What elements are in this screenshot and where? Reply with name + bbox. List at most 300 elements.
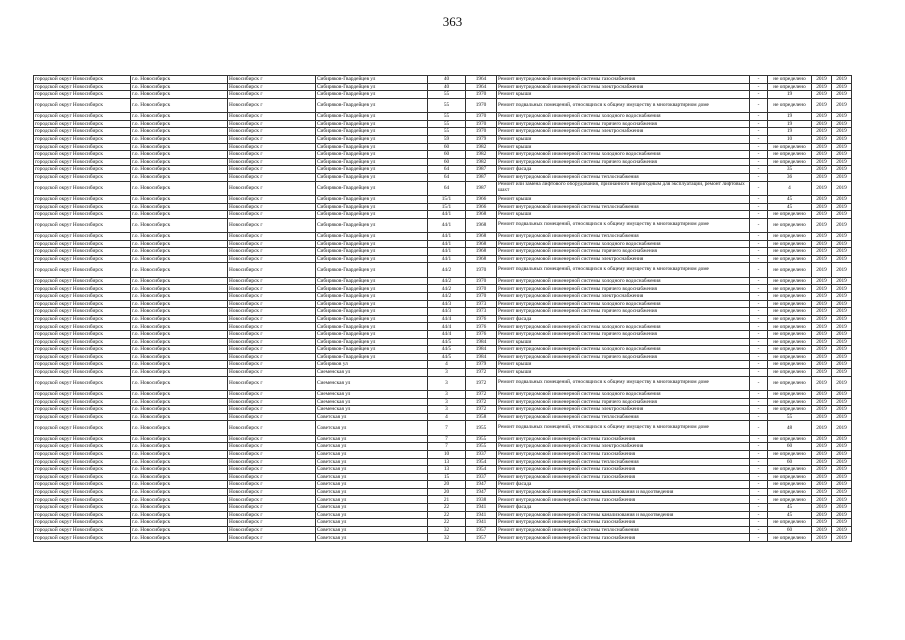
house-number-cell: 7 — [428, 435, 466, 443]
house-number-cell: 3 — [428, 406, 466, 414]
municipality-cell: городской округ Новосибирск — [34, 76, 131, 84]
cost-cell: не определено — [768, 98, 812, 112]
end-year-cell: 2019 — [832, 166, 852, 174]
municipality-cell: городской округ Новосибирск — [34, 534, 131, 542]
municipality-cell: городской округ Новосибирск — [34, 308, 131, 316]
marker-cell: - — [750, 398, 768, 406]
work-type-cell: Ремонт внутридомовой инженерной системы горячего водоснабжения — [497, 120, 750, 128]
end-year-cell: 2019 — [832, 331, 852, 339]
house-number-cell: 13 — [428, 466, 466, 474]
city-cell: Новосибирск г — [228, 277, 316, 285]
end-year-cell: 2019 — [832, 406, 852, 414]
city-cell: Новосибирск г — [228, 195, 316, 203]
work-type-cell: Ремонт внутридомовой инженерной системы электроснабжения — [497, 406, 750, 414]
build-year-cell: 1957 — [466, 526, 497, 534]
build-year-cell: 1982 — [466, 143, 497, 151]
work-type-cell: Ремонт подвальных помещений, относящихся к общему имуществу в многоквартирном доме — [497, 98, 750, 112]
build-year-cell: 1972 — [466, 390, 497, 398]
city-cell: Новосибирск г — [228, 113, 316, 121]
build-year-cell: 1973 — [466, 308, 497, 316]
table-row — [34, 233, 852, 241]
municipality-cell: городской округ Новосибирск — [34, 338, 131, 346]
street-cell: Советская ул — [316, 413, 428, 421]
start-year-cell: 2019 — [812, 263, 832, 277]
street-cell: Сибиряков-Гвардейцев ул — [316, 353, 428, 361]
city-cell: Новосибирск г — [228, 473, 316, 481]
work-type-cell: Ремонт внутридомовой инженерной системы холодного водоснабжения — [497, 390, 750, 398]
street-cell: Сибиряков-Гвардейцев ул — [316, 83, 428, 91]
cost-cell: не определено — [768, 346, 812, 354]
end-year-cell: 2019 — [832, 233, 852, 241]
cost-cell: не определено — [768, 450, 812, 458]
cost-cell: не определено — [768, 248, 812, 256]
start-year-cell: 2019 — [812, 173, 832, 181]
work-type-cell: Ремонт фасада — [497, 166, 750, 174]
city-cell: Новосибирск г — [228, 331, 316, 339]
cost-cell: не определено — [768, 406, 812, 414]
municipality-cell: городской округ Новосибирск — [34, 331, 131, 339]
municipality-cell: городской округ Новосибирск — [34, 473, 131, 481]
marker-cell: - — [750, 353, 768, 361]
settlement-cell: г.о. Новосибирск — [131, 406, 228, 414]
work-type-cell: Ремонт внутридомовой инженерной системы газоснабжения — [497, 473, 750, 481]
table-row — [34, 76, 852, 84]
start-year-cell: 2019 — [812, 466, 832, 474]
city-cell: Новосибирск г — [228, 263, 316, 277]
municipality-cell: городской округ Новосибирск — [34, 113, 131, 121]
table-row — [34, 195, 852, 203]
street-cell: Советская ул — [316, 488, 428, 496]
marker-cell: - — [750, 277, 768, 285]
cost-cell: не определено — [768, 519, 812, 527]
build-year-cell: 1968 — [466, 240, 497, 248]
city-cell: Новосибирск г — [228, 143, 316, 151]
work-type-cell: Ремонт или замена лифтового оборудования, признанного непригодным для эксплуатации, ремонт лифтовых шахт — [497, 181, 750, 195]
build-year-cell: 1968 — [466, 218, 497, 232]
marker-cell: - — [750, 361, 768, 369]
city-cell: Новосибирск г — [228, 218, 316, 232]
settlement-cell: г.о. Новосибирск — [131, 300, 228, 308]
street-cell: Советская ул — [316, 526, 428, 534]
city-cell: Новосибирск г — [228, 398, 316, 406]
street-cell: Советская ул — [316, 435, 428, 443]
cost-cell: не определено — [768, 488, 812, 496]
house-number-cell: 55 — [428, 91, 466, 99]
settlement-cell: г.о. Новосибирск — [131, 308, 228, 316]
street-cell: Сибиряков-Гвардейцев ул — [316, 158, 428, 166]
table-row — [34, 173, 852, 181]
settlement-cell: г.о. Новосибирск — [131, 435, 228, 443]
table-row — [34, 203, 852, 211]
municipality-cell: городской округ Новосибирск — [34, 195, 131, 203]
house-number-cell: 44/5 — [428, 353, 466, 361]
municipality-cell: городской округ Новосибирск — [34, 91, 131, 99]
house-number-cell: 15 — [428, 473, 466, 481]
work-type-cell: Ремонт внутридомовой инженерной системы электроснабжения — [497, 255, 750, 263]
table-row — [34, 308, 852, 316]
municipality-cell: городской округ Новосибирск — [34, 263, 131, 277]
work-type-cell: Ремонт внутридомовой инженерной системы электроснабжения — [497, 83, 750, 91]
street-cell: Сиеменская ул — [316, 390, 428, 398]
municipality-cell: городской округ Новосибирск — [34, 255, 131, 263]
street-cell: Сибиряков-Гвардейцев ул — [316, 135, 428, 143]
settlement-cell: г.о. Новосибирск — [131, 346, 228, 354]
street-cell: Сибиряков-Гвардейцев ул — [316, 128, 428, 136]
work-type-cell: Ремонт внутридомовой инженерной системы газоснабжения — [497, 76, 750, 84]
work-type-cell: Ремонт внутридомовой инженерной системы горячего водоснабжения — [497, 398, 750, 406]
house-number-cell: 3 — [428, 398, 466, 406]
settlement-cell: г.о. Новосибирск — [131, 166, 228, 174]
build-year-cell: 1958 — [466, 413, 497, 421]
marker-cell: - — [750, 300, 768, 308]
table-row — [34, 158, 852, 166]
settlement-cell: г.о. Новосибирск — [131, 376, 228, 390]
start-year-cell: 2019 — [812, 151, 832, 159]
start-year-cell: 2019 — [812, 473, 832, 481]
house-number-cell: 7 — [428, 421, 466, 435]
marker-cell: - — [750, 323, 768, 331]
build-year-cell: 1972 — [466, 368, 497, 376]
municipality-cell: городской округ Новосибирск — [34, 233, 131, 241]
cost-cell: не определено — [768, 151, 812, 159]
marker-cell: - — [750, 240, 768, 248]
end-year-cell: 2019 — [832, 91, 852, 99]
cost-cell: не определено — [768, 435, 812, 443]
municipality-cell: городской округ Новосибирск — [34, 248, 131, 256]
table-row — [34, 398, 852, 406]
house-number-cell: 55 — [428, 113, 466, 121]
table-row — [34, 406, 852, 414]
work-type-cell: Ремонт внутридомовой инженерной системы газоснабжения — [497, 466, 750, 474]
house-number-cell: 60 — [428, 143, 466, 151]
start-year-cell: 2019 — [812, 218, 832, 232]
end-year-cell: 2019 — [832, 376, 852, 390]
build-year-cell: 1976 — [466, 315, 497, 323]
build-year-cell: 1968 — [466, 211, 497, 219]
work-type-cell: Ремонт подвальных помещений, относящихся к общему имуществу в многоквартирном доме — [497, 376, 750, 390]
end-year-cell: 2019 — [832, 443, 852, 451]
cost-cell: не определено — [768, 240, 812, 248]
house-number-cell: 32 — [428, 526, 466, 534]
house-number-cell: 20 — [428, 481, 466, 489]
municipality-cell: городской округ Новосибирск — [34, 285, 131, 293]
table-row — [34, 331, 852, 339]
city-cell: Новосибирск г — [228, 450, 316, 458]
street-cell: Сибиряков-Гвардейцев ул — [316, 91, 428, 99]
table-row — [34, 211, 852, 219]
settlement-cell: г.о. Новосибирск — [131, 113, 228, 121]
street-cell: Сибиряков-Гвардейцев ул — [316, 300, 428, 308]
table-row — [34, 218, 852, 232]
city-cell: Новосибирск г — [228, 308, 316, 316]
municipality-cell: городской округ Новосибирск — [34, 398, 131, 406]
city-cell: Новосибирск г — [228, 98, 316, 112]
street-cell: Сибиряков-Гвардейцев ул — [316, 346, 428, 354]
settlement-cell: г.о. Новосибирск — [131, 263, 228, 277]
start-year-cell: 2019 — [812, 443, 832, 451]
work-type-cell: Ремонт внутридомовой инженерной системы горячего водоснабжения — [497, 285, 750, 293]
city-cell: Новосибирск г — [228, 376, 316, 390]
work-type-cell: Ремонт крыши — [497, 195, 750, 203]
street-cell: Советская ул — [316, 443, 428, 451]
cost-cell: 45 — [768, 504, 812, 512]
marker-cell: - — [750, 98, 768, 112]
municipality-cell: городской округ Новосибирск — [34, 443, 131, 451]
work-type-cell: Ремонт крыши — [497, 338, 750, 346]
cost-cell: не определено — [768, 534, 812, 542]
table-row — [34, 504, 852, 512]
marker-cell: - — [750, 413, 768, 421]
end-year-cell: 2019 — [832, 135, 852, 143]
street-cell: Советская ул — [316, 504, 428, 512]
table-row — [34, 113, 852, 121]
build-year-cell: 1970 — [466, 128, 497, 136]
table-row — [34, 473, 852, 481]
cost-cell: не определено — [768, 255, 812, 263]
table-row — [34, 143, 852, 151]
work-type-cell: Ремонт внутридомовой инженерной системы холодного водоснабжения — [497, 240, 750, 248]
build-year-cell: 1987 — [466, 166, 497, 174]
work-type-cell: Ремонт внутридомовой инженерной системы холодного водоснабжения — [497, 323, 750, 331]
end-year-cell: 2019 — [832, 277, 852, 285]
table-row — [34, 435, 852, 443]
start-year-cell: 2019 — [812, 195, 832, 203]
table-row — [34, 166, 852, 174]
municipality-cell: городской округ Новосибирск — [34, 277, 131, 285]
street-cell: Сибиряков-Гвардейцев ул — [316, 120, 428, 128]
start-year-cell: 2019 — [812, 135, 832, 143]
cost-cell: не определено — [768, 331, 812, 339]
start-year-cell: 2019 — [812, 346, 832, 354]
municipality-cell: городской округ Новосибирск — [34, 98, 131, 112]
settlement-cell: г.о. Новосибирск — [131, 128, 228, 136]
end-year-cell: 2019 — [832, 203, 852, 211]
build-year-cell: 1955 — [466, 421, 497, 435]
settlement-cell: г.о. Новосибирск — [131, 293, 228, 301]
marker-cell: - — [750, 368, 768, 376]
end-year-cell: 2019 — [832, 285, 852, 293]
start-year-cell: 2019 — [812, 248, 832, 256]
city-cell: Новосибирск г — [228, 466, 316, 474]
marker-cell: - — [750, 496, 768, 504]
cost-cell: не определено — [768, 481, 812, 489]
cost-cell: не определено — [768, 473, 812, 481]
city-cell: Новосибирск г — [228, 248, 316, 256]
city-cell: Новосибирск г — [228, 443, 316, 451]
settlement-cell: г.о. Новосибирск — [131, 83, 228, 91]
street-cell: Сибиряков-Гвардейцев ул — [316, 218, 428, 232]
start-year-cell: 2019 — [812, 285, 832, 293]
house-number-cell: 64 — [428, 173, 466, 181]
city-cell: Новосибирск г — [228, 76, 316, 84]
cost-cell: не определено — [768, 398, 812, 406]
build-year-cell: 1970 — [466, 263, 497, 277]
city-cell: Новосибирск г — [228, 346, 316, 354]
municipality-cell: городской округ Новосибирск — [34, 406, 131, 414]
street-cell: Сибиряков-Гвардейцев ул — [316, 240, 428, 248]
municipality-cell: городской округ Новосибирск — [34, 368, 131, 376]
settlement-cell: г.о. Новосибирск — [131, 361, 228, 369]
street-cell: Сибиряков-Гвардейцев ул — [316, 203, 428, 211]
start-year-cell: 2019 — [812, 113, 832, 121]
street-cell: Сибиряков-Гвардейцев ул — [316, 255, 428, 263]
build-year-cell: 1970 — [466, 285, 497, 293]
settlement-cell: г.о. Новосибирск — [131, 76, 228, 84]
street-cell: Сиеменская ул — [316, 398, 428, 406]
marker-cell: - — [750, 473, 768, 481]
capital-repair-table — [33, 75, 852, 542]
city-cell: Новосибирск г — [228, 413, 316, 421]
build-year-cell: 1970 — [466, 98, 497, 112]
street-cell: Сибиряков-Гвардейцев ул — [316, 248, 428, 256]
municipality-cell: городской округ Новосибирск — [34, 481, 131, 489]
cost-cell: 45 — [768, 195, 812, 203]
settlement-cell: г.о. Новосибирск — [131, 504, 228, 512]
house-number-cell: 44/4 — [428, 323, 466, 331]
marker-cell: - — [750, 406, 768, 414]
settlement-cell: г.о. Новосибирск — [131, 151, 228, 159]
work-type-cell: Ремонт крыши — [497, 91, 750, 99]
municipality-cell: городской округ Новосибирск — [34, 135, 131, 143]
table-row — [34, 135, 852, 143]
house-number-cell: 15/1 — [428, 203, 466, 211]
build-year-cell: 1941 — [466, 519, 497, 527]
city-cell: Новосибирск г — [228, 519, 316, 527]
house-number-cell: 13 — [428, 458, 466, 466]
street-cell: Советская ул — [316, 496, 428, 504]
house-number-cell: 3 — [428, 390, 466, 398]
municipality-cell: городской округ Новосибирск — [34, 151, 131, 159]
start-year-cell: 2019 — [812, 353, 832, 361]
marker-cell: - — [750, 376, 768, 390]
work-type-cell: Ремонт внутридомовой инженерной системы электроснабжения — [497, 128, 750, 136]
build-year-cell: 1984 — [466, 346, 497, 354]
work-type-cell: Ремонт внутридомовой инженерной системы горячего водоснабжения — [497, 308, 750, 316]
build-year-cell: 1947 — [466, 481, 497, 489]
work-type-cell: Ремонт внутридомовой инженерной системы теплоснабжения — [497, 233, 750, 241]
city-cell: Новосибирск г — [228, 166, 316, 174]
municipality-cell: городской округ Новосибирск — [34, 203, 131, 211]
house-number-cell: 44/2 — [428, 277, 466, 285]
start-year-cell: 2019 — [812, 211, 832, 219]
marker-cell: - — [750, 466, 768, 474]
work-type-cell: Ремонт внутридомовой инженерной системы теплоснабжения — [497, 173, 750, 181]
end-year-cell: 2019 — [832, 338, 852, 346]
start-year-cell: 2019 — [812, 331, 832, 339]
work-type-cell: Ремонт внутридомовой инженерной системы холодного водоснабжения — [497, 277, 750, 285]
municipality-cell: городской округ Новосибирск — [34, 450, 131, 458]
end-year-cell: 2019 — [832, 511, 852, 519]
marker-cell: - — [750, 504, 768, 512]
municipality-cell: городской округ Новосибирск — [34, 458, 131, 466]
start-year-cell: 2019 — [812, 435, 832, 443]
marker-cell: - — [750, 443, 768, 451]
cost-cell: не определено — [768, 233, 812, 241]
work-type-cell: Ремонт внутридомовой инженерной системы газоснабжения — [497, 496, 750, 504]
marker-cell: - — [750, 83, 768, 91]
settlement-cell: г.о. Новосибирск — [131, 511, 228, 519]
settlement-cell: г.о. Новосибирск — [131, 285, 228, 293]
cost-cell: 45 — [768, 203, 812, 211]
city-cell: Новосибирск г — [228, 353, 316, 361]
work-type-cell: Ремонт внутридомовой инженерной системы горячего водоснабжения — [497, 248, 750, 256]
work-type-cell: Ремонт внутридомовой инженерной системы теплоснабжения — [497, 203, 750, 211]
end-year-cell: 2019 — [832, 526, 852, 534]
street-cell: Сибиряков-Гвардейцев ул — [316, 76, 428, 84]
build-year-cell: 1957 — [466, 534, 497, 542]
cost-cell: не определено — [768, 466, 812, 474]
work-type-cell: Ремонт внутридомовой инженерной системы горячего водоснабжения — [497, 331, 750, 339]
start-year-cell: 2019 — [812, 390, 832, 398]
house-number-cell: 20 — [428, 488, 466, 496]
end-year-cell: 2019 — [832, 450, 852, 458]
cost-cell: не определено — [768, 211, 812, 219]
build-year-cell: 1964 — [466, 83, 497, 91]
street-cell: Сибиряков-Гвардейцев ул — [316, 338, 428, 346]
street-cell: Сиеменская ул — [316, 406, 428, 414]
marker-cell: - — [750, 120, 768, 128]
work-type-cell: Ремонт внутридомовой инженерной системы теплоснабжения — [497, 458, 750, 466]
municipality-cell: городской округ Новосибирск — [34, 413, 131, 421]
end-year-cell: 2019 — [832, 534, 852, 542]
build-year-cell: 1955 — [466, 443, 497, 451]
start-year-cell: 2019 — [812, 398, 832, 406]
start-year-cell: 2019 — [812, 323, 832, 331]
marker-cell: - — [750, 203, 768, 211]
build-year-cell: 1968 — [466, 255, 497, 263]
street-cell: Сибиряков-Гвардейцев ул — [316, 173, 428, 181]
work-type-cell: Ремонт подвальных помещений, относящихся к общему имуществу в многоквартирном доме — [497, 218, 750, 232]
end-year-cell: 2019 — [832, 390, 852, 398]
start-year-cell: 2019 — [812, 91, 832, 99]
municipality-cell: городской округ Новосибирск — [34, 488, 131, 496]
start-year-cell: 2019 — [812, 293, 832, 301]
settlement-cell: г.о. Новосибирск — [131, 181, 228, 195]
cost-cell: не определено — [768, 263, 812, 277]
city-cell: Новосибирск г — [228, 511, 316, 519]
house-number-cell: 44/2 — [428, 293, 466, 301]
work-type-cell: Ремонт крыши — [497, 135, 750, 143]
table-body — [34, 76, 852, 542]
city-cell: Новосибирск г — [228, 481, 316, 489]
page-number: 363 — [442, 14, 463, 29]
build-year-cell: 1973 — [466, 300, 497, 308]
cost-cell: не определено — [768, 300, 812, 308]
settlement-cell: г.о. Новосибирск — [131, 473, 228, 481]
table-row — [34, 413, 852, 421]
start-year-cell: 2019 — [812, 277, 832, 285]
settlement-cell: г.о. Новосибирск — [131, 240, 228, 248]
municipality-cell: городской округ Новосибирск — [34, 211, 131, 219]
end-year-cell: 2019 — [832, 488, 852, 496]
house-number-cell: 44/4 — [428, 331, 466, 339]
end-year-cell: 2019 — [832, 458, 852, 466]
work-type-cell: Ремонт внутридомовой инженерной системы холодного водоснабжения — [497, 346, 750, 354]
cost-cell: 55 — [768, 413, 812, 421]
work-type-cell: Ремонт крыши — [497, 361, 750, 369]
table-row — [34, 315, 852, 323]
settlement-cell: г.о. Новосибирск — [131, 173, 228, 181]
city-cell: Новосибирск г — [228, 173, 316, 181]
build-year-cell: 1970 — [466, 91, 497, 99]
cost-cell: 35 — [768, 166, 812, 174]
municipality-cell: городской округ Новосибирск — [34, 526, 131, 534]
house-number-cell: 55 — [428, 120, 466, 128]
house-number-cell: 44/5 — [428, 346, 466, 354]
work-type-cell: Ремонт крыши — [497, 211, 750, 219]
municipality-cell: городской округ Новосибирск — [34, 376, 131, 390]
cost-cell: не определено — [768, 143, 812, 151]
